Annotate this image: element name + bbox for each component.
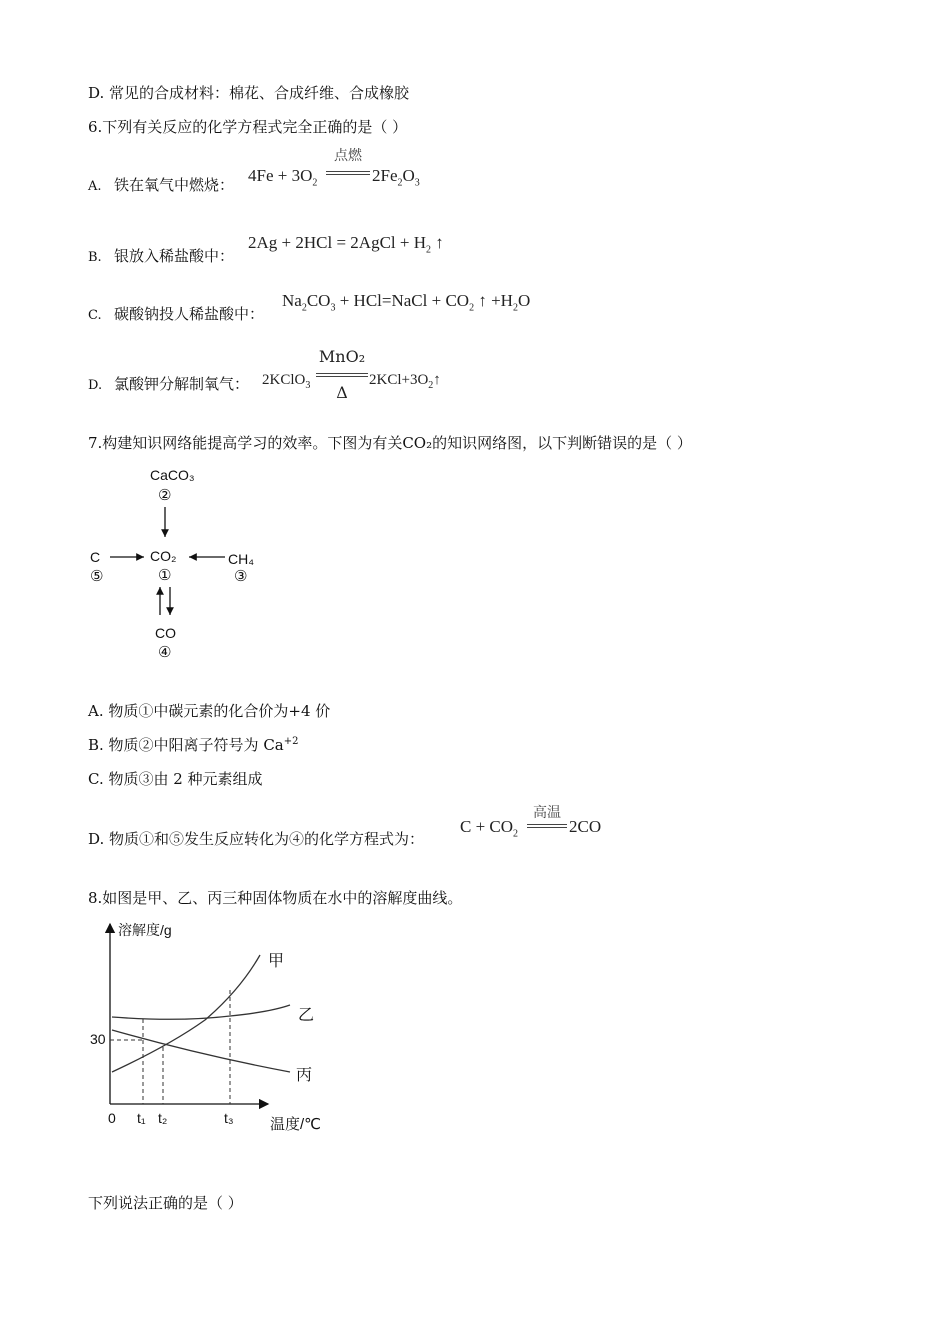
q6-d-equation-left: 2KClO$_3$	[262, 372, 311, 391]
q7-d-equation-right: 2CO	[569, 817, 602, 836]
co-label: CO	[155, 625, 176, 641]
curve-bing	[112, 1030, 290, 1072]
option-label: A.	[88, 179, 102, 194]
co2-label: CO₂	[150, 548, 177, 564]
node-1-marker: ①	[158, 567, 172, 584]
node-3-marker: ③	[234, 568, 248, 585]
q7-option-c: C. 物质③由 2 种元素组成	[88, 770, 263, 788]
q6-b-equation: 2Ag + 2HCl = 2AgCl + $H_2$ ↑	[248, 233, 444, 256]
x-tick-t2: t₂	[158, 1110, 168, 1126]
node-4-marker: ④	[158, 644, 172, 661]
q6-a-equation-right: $2Fe_2O_3$	[372, 166, 420, 189]
q6-d-catalyst: MnO₂	[318, 347, 366, 366]
c-label: C	[90, 549, 101, 565]
q6-a-equation-left: $4Fe + 3O_2$	[248, 166, 318, 189]
y-axis-label: 溶解度/g	[118, 922, 172, 938]
curve-jia	[112, 955, 260, 1072]
option-label: C.	[88, 308, 102, 323]
option-label: D.	[88, 378, 103, 393]
q6-d-equation-right: $2KCl+3O_2↑$	[369, 372, 441, 391]
q8-stem: 8.如图是甲、乙、丙三种固体物质在水中的溶解度曲线。	[88, 889, 463, 907]
curve-yi	[112, 1005, 290, 1019]
q7-d-condition: 高温	[533, 805, 561, 821]
series-label-bing: 丙	[296, 1067, 313, 1084]
caco3-label: CaCO₃	[150, 467, 195, 483]
option-label: B.	[88, 250, 102, 265]
q6-a-condition: 点燃	[334, 148, 362, 164]
q8-prompt: 下列说法正确的是（ ）	[88, 1194, 243, 1212]
q7-option-d: D. 物质①和⑤发生反应转化为④的化学方程式为：	[88, 830, 425, 848]
option-text: 碳酸钠投人稀盐酸中：	[114, 305, 265, 323]
q7-d-equation-left: $C + CO_2$	[460, 817, 519, 840]
series-label-yi: 乙	[298, 1007, 315, 1024]
y-tick-30: 30	[90, 1031, 106, 1047]
q6-c-equation: $Na_2CO_3$ + HCl=NaCl + $CO_2$ ↑ $+H_2O$	[282, 291, 531, 314]
q6-d-heat: Δ	[336, 383, 348, 402]
node-2-marker: ②	[158, 487, 172, 504]
node-5-marker: ⑤	[90, 568, 104, 585]
ch4-label: CH₄	[228, 551, 254, 567]
x-tick-t3: t₃	[224, 1110, 234, 1126]
series-label-jia: 甲	[268, 953, 285, 970]
option-b-text: B. 物质②中阳离子符号为 Ca	[88, 736, 284, 754]
q5-option-d: D. 常见的合成材料：棉花、合成纤维、合成橡胶	[88, 84, 410, 102]
q6-stem: 6.下列有关反应的化学方程式完全正确的是（ ）	[88, 118, 408, 136]
option-text: 铁在氧气中燃烧：	[114, 176, 235, 194]
q7-stem: 7.构建知识网络能提高学习的效率。下图为有关CO₂的知识网络图，以下判断错误的是（ ）	[88, 434, 692, 452]
q7-option-a: A. 物质①中碳元素的化合价为+4 价	[88, 702, 331, 720]
option-text: 氯酸钾分解制氧气：	[114, 375, 250, 393]
x-tick-t1: t₁	[137, 1110, 146, 1126]
charge-superscript: +2	[283, 736, 299, 747]
option-text: 银放入稀盐酸中：	[114, 247, 235, 265]
origin-label: 0	[108, 1110, 116, 1126]
x-axis-label: 温度/℃	[270, 1116, 322, 1133]
